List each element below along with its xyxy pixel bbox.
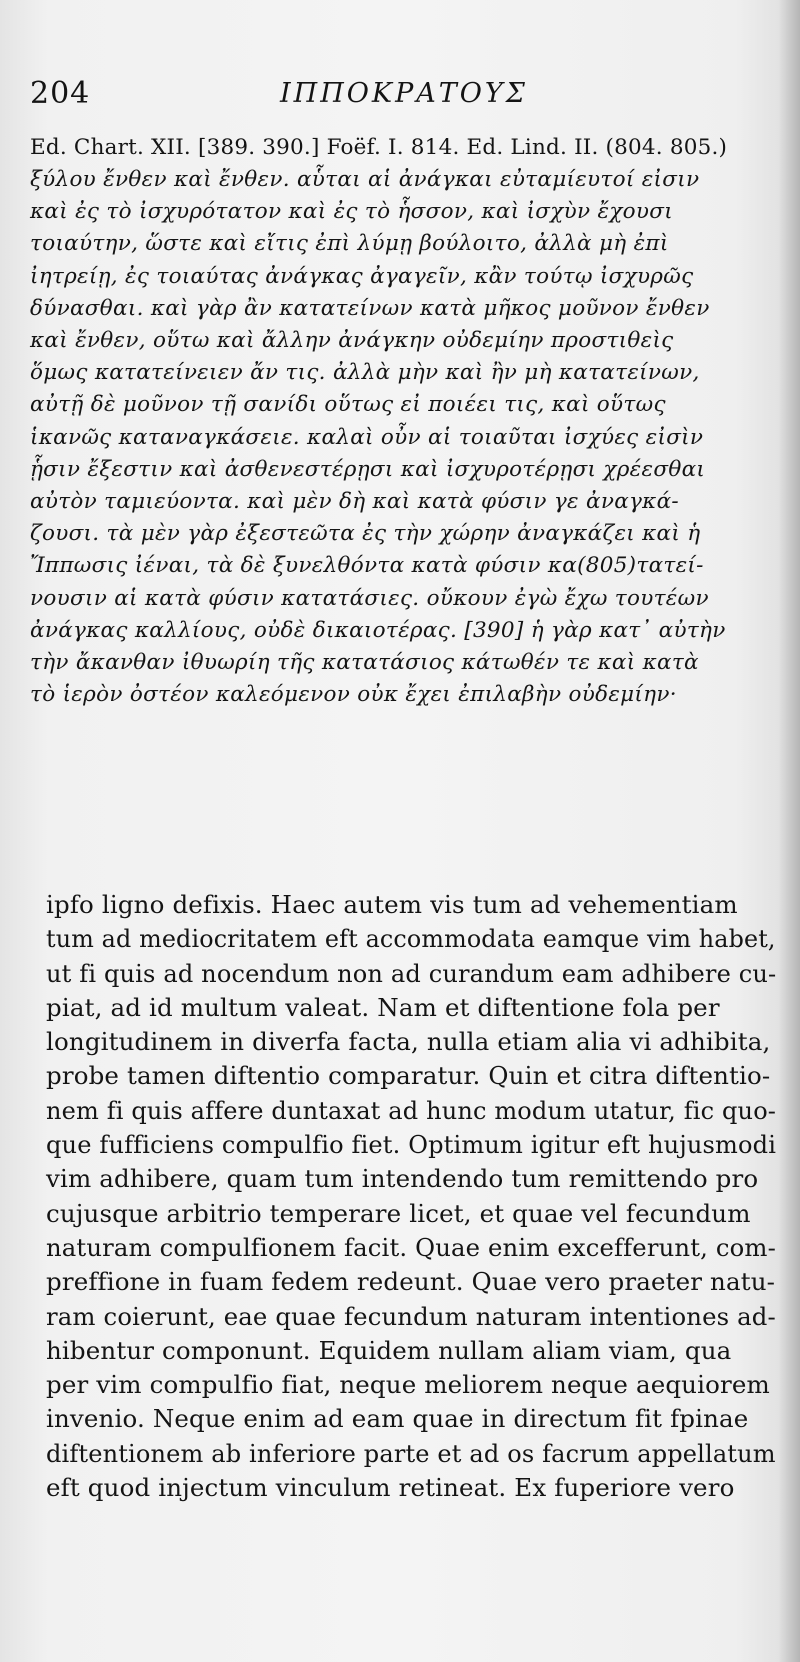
greek-line: ξύλου ἔνθεν καὶ ἔνθεν. αὗται αἱ ἀνάγκαι εὐταμίευτοί εἰσιν (30, 167, 700, 192)
greek-line: καὶ ἐς τὸ ἰσχυρότατον καὶ ἐς τὸ ἧσσον, καὶ ἰσχὺν ἔχουσι (30, 199, 673, 225)
latin-line: piat, ad id multum valeat. Nam et diftentione fola per (46, 992, 720, 1022)
greek-line: ἀνάγκας καλλίους, οὐδὲ δικαιοτέρας. [390] ἡ γὰρ κατ᾽ αὐτὴν (30, 617, 726, 643)
greek-line: δύνασθαι. καὶ γὰρ ἂν κατατείνων κατὰ μῆκος μοῦνον ἔνθεν (30, 295, 710, 321)
greek-line: ὅμως κατατείνειεν ἄν τις. ἀλλὰ μὴν καὶ ἢν μὴ κατατείνων, (30, 360, 700, 386)
latin-line: ram coierunt, eae quae fecundum naturam intentiones ad- (46, 1301, 776, 1331)
latin-line: eft quod injectum vinculum retineat. Ex fuperiore vero (46, 1473, 735, 1503)
latin-line: que fufficiens compulfio fiet. Optimum igitur eft hujusmodi (46, 1130, 777, 1160)
greek-text-block (30, 132, 776, 711)
greek-line: τὴν ἄκανθαν ἰθυωρίη τῆς κατατάσιος κάτωθέν τε καὶ κατὰ (30, 650, 699, 676)
greek-line: τὸ ἱερὸν ὀστέον καλεόμενον οὐκ ἔχει ἐπιλαβὴν οὐδεμίην· (30, 682, 677, 708)
greek-lines (30, 164, 776, 711)
greek-line: ζουσι. τὰ μὲν γὰρ ἐξεστεῶτα ἐς τὴν χώρην ἀναγκάζει καὶ ἡ (30, 521, 701, 547)
latin-line: cujusque arbitrio temperare licet, et quae vel fecundum (46, 1198, 751, 1228)
greek-line: καὶ ἔνθεν, οὕτω καὶ ἄλλην ἀνάγκην οὐδεμίην προστιθεὶς (30, 328, 674, 354)
latin-line: probe tamen diftentio comparatur. Quin et citra diftentio- (46, 1061, 771, 1091)
latin-line: per vim compulfio fiat, neque meliorem neque aequiorem (46, 1370, 770, 1400)
greek-line: Ἴππωσις ἰέναι, τὰ δὲ ξυνελθόντα κατὰ φύσιν κα(805)τατεί- (30, 553, 704, 579)
latin-line: ipfo ligno defixis. Haec autem vis tum ad vehementiam (46, 890, 738, 919)
latin-line: hibentur componunt. Equidem nullam aliam viam, qua (46, 1335, 732, 1365)
page-edge-shadow (778, 0, 800, 1662)
latin-line: nem fi quis affere duntaxat ad hunc modum utatur, fic quo- (46, 1095, 777, 1125)
greek-line: τοιαύτην, ὥστε καὶ εἴτις ἐπὶ λύμῃ βούλοιτο, ἀλλὰ μὴ ἐπὶ (30, 231, 669, 257)
latin-line: longitudinem in diverfa facta, nulla etiam alia vi adhibita, (46, 1027, 771, 1057)
page-number: 204 (30, 76, 91, 111)
greek-line: ᾗσιν ἔξεστιν καὶ ἀσθενεστέρῃσι καὶ ἰσχυροτέρῃσι χρέεσθαι (30, 456, 706, 482)
latin-line: vim adhibere, quam tum intendendo tum remittendo pro (46, 1164, 759, 1194)
latin-line: preffione in fuam fedem redeunt. Quae vero praeter natu- (46, 1267, 776, 1297)
running-head: ΙΠΠΟΚΡΑΤΟΥΣ (280, 78, 528, 109)
latin-line: naturam compulfionem facit. Quae enim excefferunt, com- (46, 1232, 776, 1262)
greek-line: αὐτῇ δὲ μοῦνον τῇ σανίδι οὕτως εἰ ποιέει τις, καὶ οὕτως (30, 392, 666, 418)
latin-line: tum ad mediocritatem eft accommodata eamque vim habet, (46, 924, 776, 954)
latin-text-block (46, 888, 776, 1505)
greek-line: αὐτὸν ταμιεύοντα. καὶ μὲν δὴ καὶ κατὰ φύσιν γε ἀναγκά- (30, 489, 679, 515)
greek-line: ἰητρείῃ, ἐς τοιαύτας ἀνάγκας ἀγαγεῖν, κἂν τούτῳ ἰσχυρῶς (30, 263, 694, 289)
edition-reference-line: Ed. Chart. XII. [389. 390.] Foëf. I. 814. Ed. Lind. II. (804. 805.) (30, 135, 728, 160)
greek-line: νουσιν αἱ κατὰ φύσιν κατατάσιες. οὔκουν ἐγὼ ἔχω τουτέων (30, 585, 709, 611)
greek-line: ἱκανῶς καταναγκάσειε. καλαὶ οὖν αἱ τοιαῦται ἰσχύες εἰσὶν (30, 424, 704, 450)
page-header (30, 72, 772, 116)
latin-line: ut fi quis ad nocendum non ad curandum eam adhibere cu- (46, 958, 777, 988)
latin-line: invenio. Neque enim ad eam quae in directum fit fpinae (46, 1404, 749, 1434)
latin-line: diftentionem ab inferiore parte et ad os facrum appellatum (46, 1438, 776, 1468)
latin-lines (46, 888, 776, 1505)
